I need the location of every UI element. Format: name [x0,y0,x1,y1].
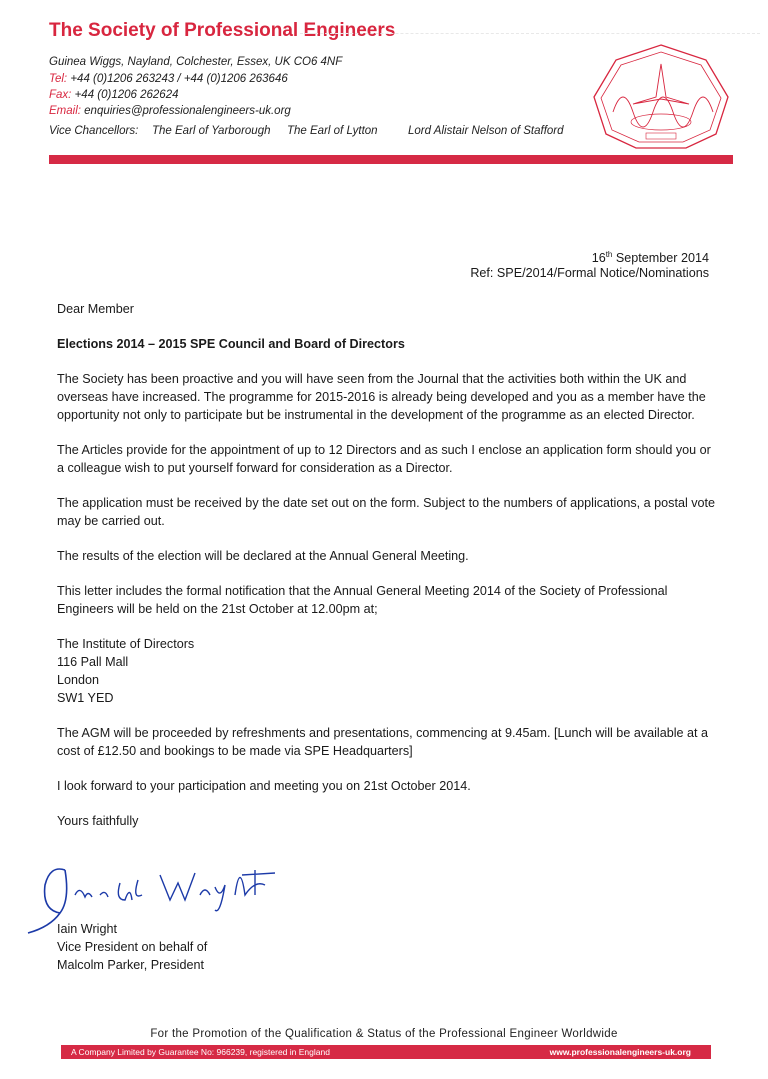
company-registration: A Company Limited by Guarantee No: 966239, registered in England [71,1047,330,1057]
tel-label: Tel: [49,73,68,85]
venue-line: SW1 YED [57,691,114,705]
email-label: Email: [49,105,81,117]
header-divider [300,33,760,34]
address: Guinea Wiggs, Nayland, Colchester, Essex, UK CO6 4NF [49,56,343,68]
letter-reference: Ref: SPE/2014/Formal Notice/Nominations [470,266,709,280]
date-rest: September 2014 [612,251,709,266]
paragraph: The results of the election will be declared at the Annual General Meeting. [57,549,469,563]
closing: Yours faithfully [57,814,139,828]
date-suffix: th [605,250,613,259]
salutation: Dear Member [57,302,134,316]
vice-chancellors-label: Vice Chancellors: [49,125,139,137]
signer-title: Vice President on behalf of [57,940,208,954]
society-seal-logo [588,42,734,150]
signer-name: Iain Wright [57,922,117,936]
email-value: enquiries@professionalengineers-uk.org [84,105,291,117]
tel-value: +44 (0)1206 263243 / +44 (0)1206 263646 [70,73,288,85]
paragraph: The application must be received by the date set out on the form. Subject to the numbers of applications, a postal vote may be carried out. [57,496,716,528]
venue-address [57,635,717,707]
footer-tagline: For the Promotion of the Qualification & Status of the Professional Engineer Worldwide [150,1028,618,1040]
letter-body [57,300,717,847]
email [49,105,291,117]
venue-line: The Institute of Directors [57,637,195,651]
signer-title: Malcolm Parker, President [57,958,204,972]
venue-line: London [57,673,100,687]
paragraph: The Articles provide for the appointment of up to 12 Directors and as such I enclose an application form should you or a colleague wish to put yourself forward for consideration as a Director. [57,443,711,475]
paragraph: This letter includes the formal notification that the Annual General Meeting 2014 of the Society of Professional Engineers will be held on the 21st October at 12.00pm at; [57,584,668,616]
org-name: The Society of Professional Engineers [49,20,396,41]
subject-heading: Elections 2014 – 2015 SPE Council and Board of Directors [57,337,405,351]
fax-value: +44 (0)1206 262624 [74,89,179,101]
vice-chancellor: The Earl of Yarborough [152,125,271,137]
footer-red-bar [61,1045,711,1059]
vice-chancellor: Lord Alistair Nelson of Stafford [408,125,564,137]
venue-line: 116 Pall Mall [57,655,129,669]
date-day: 16 [591,251,606,266]
telephone [49,73,288,85]
fax [49,89,179,101]
website-link[interactable]: www.professionalengineers-uk.org [549,1047,691,1057]
paragraph: The Society has been proactive and you will have seen from the Journal that the activities both within the UK and overseas have increased. The programme for 2015-2016 is already being developed and you as a member have the opportunity not only to participate but be instrumental in the development of the programme as an elected Director. [57,372,706,422]
signer-block [57,920,717,974]
paragraph: The AGM will be proceeded by refreshments and presentations, commencing at 9.45am. [Lunch will be available at a cost of £12.50 and bookings to be made via SPE Headquarters] [57,726,709,758]
header-red-bar [49,155,733,164]
vice-chancellor: The Earl of Lytton [287,125,378,137]
fax-label: Fax: [49,89,72,101]
paragraph: I look forward to your participation and meeting you on 21st October 2014. [57,779,471,793]
